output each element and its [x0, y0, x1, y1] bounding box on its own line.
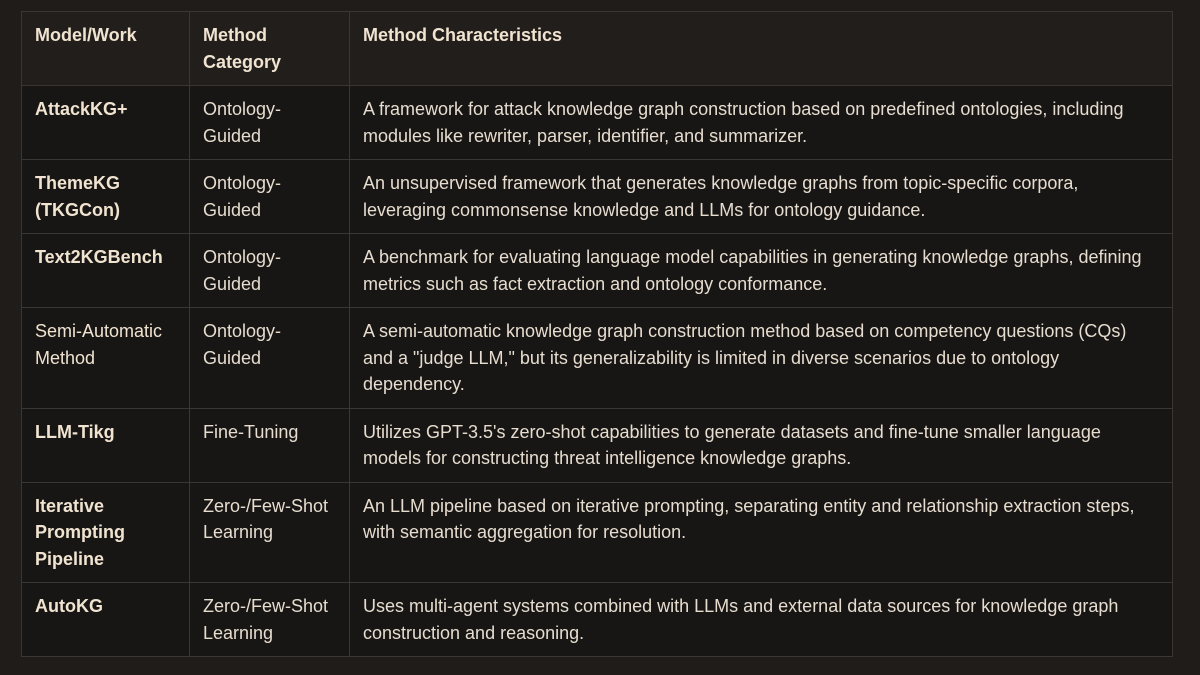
- header-method-category: Method Category: [190, 12, 350, 86]
- table-header: [22, 12, 1173, 86]
- table-row: [22, 234, 1173, 308]
- cell-method-category: Fine-Tuning: [190, 408, 350, 482]
- cell-method-characteristics: A benchmark for evaluating language model capabilities in generating knowledge graphs, defining metrics such as fact extraction and ontology conformance.: [350, 234, 1173, 308]
- table-row: [22, 308, 1173, 409]
- cell-model-work: Semi-Automatic Method: [22, 308, 190, 409]
- cell-model-work: Text2KGBench: [22, 234, 190, 308]
- cell-method-characteristics: An unsupervised framework that generates knowledge graphs from topic-specific corpora, leveraging commonsense knowledge and LLMs for ontology guidance.: [350, 160, 1173, 234]
- cell-method-characteristics: Utilizes GPT-3.5's zero-shot capabilities to generate datasets and fine-tune smaller language models for constructing threat intelligence knowledge graphs.: [350, 408, 1173, 482]
- method-comparison-table: [21, 11, 1173, 657]
- table-body: [22, 86, 1173, 657]
- cell-method-characteristics: An LLM pipeline based on iterative prompting, separating entity and relationship extraction steps, with semantic aggregation for resolution.: [350, 482, 1173, 583]
- cell-method-category: Ontology-Guided: [190, 160, 350, 234]
- cell-model-work: AutoKG: [22, 583, 190, 657]
- cell-model-work: ThemeKG (TKGCon): [22, 160, 190, 234]
- table-row: [22, 482, 1173, 583]
- cell-model-work: Iterative Prompting Pipeline: [22, 482, 190, 583]
- cell-method-characteristics: A framework for attack knowledge graph construction based on predefined ontologies, including modules like rewriter, parser, identifier, and summarizer.: [350, 86, 1173, 160]
- table-row: [22, 86, 1173, 160]
- cell-model-work: AttackKG+: [22, 86, 190, 160]
- cell-method-category: Ontology-Guided: [190, 234, 350, 308]
- table-row: [22, 408, 1173, 482]
- cell-method-characteristics: A semi-automatic knowledge graph construction method based on competency questions (CQs) and a "judge LLM," but its generalizability is limited in diverse scenarios due to ontology dependency.: [350, 308, 1173, 409]
- header-model-work: Model/Work: [22, 12, 190, 86]
- header-row: [22, 12, 1173, 86]
- cell-method-category: Zero-/Few-Shot Learning: [190, 583, 350, 657]
- cell-method-category: Zero-/Few-Shot Learning: [190, 482, 350, 583]
- table-row: [22, 160, 1173, 234]
- comparison-table-container: [21, 11, 1172, 657]
- cell-method-category: Ontology-Guided: [190, 86, 350, 160]
- cell-model-work: LLM-Tikg: [22, 408, 190, 482]
- cell-method-category: Ontology-Guided: [190, 308, 350, 409]
- table-row: [22, 583, 1173, 657]
- header-method-characteristics: Method Characteristics: [350, 12, 1173, 86]
- cell-method-characteristics: Uses multi-agent systems combined with LLMs and external data sources for knowledge graph construction and reasoning.: [350, 583, 1173, 657]
